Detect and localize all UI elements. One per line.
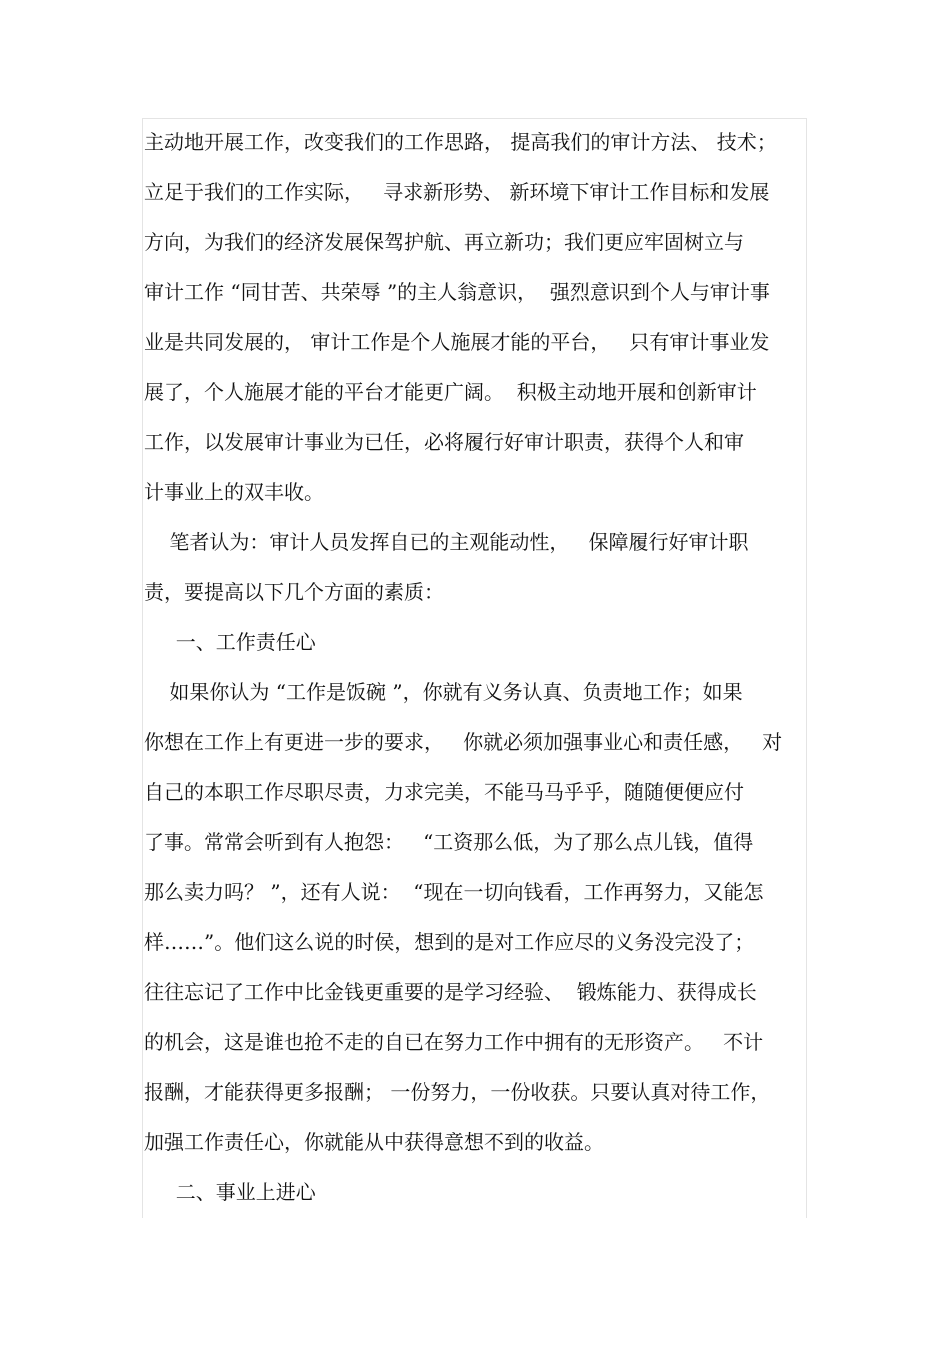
paragraph-line: 展了，个人施展才能的平台才能更广阔。 积极主动地开展和创新审计: [144, 380, 757, 404]
paragraph-line: 计事业上的双丰收。: [144, 480, 324, 504]
paragraph-line: 主动地开展工作，改变我们的工作思路， 提高我们的审计方法、 技术；: [144, 130, 777, 154]
paragraph-line: 你想在工作上有更进一步的要求， 你就必须加强事业心和责任感， 对: [144, 730, 783, 754]
paragraph-line: 业是共同发展的， 审计工作是个人施展才能的平台， 只有审计事业发: [144, 330, 770, 354]
paragraph-line: 的机会，这是谁也抢不走的自已在努力工作中拥有的无形资产。 不计: [144, 1030, 764, 1054]
paragraph-line: 立足于我们的工作实际， 寻求新形势、 新环境下审计工作目标和发展: [144, 180, 770, 204]
paragraph-line: 报酬，才能获得更多报酬； 一份努力，一份收获。只要认真对待工作，: [144, 1080, 771, 1104]
paragraph-line: 往往忘记了工作中比金钱更重要的是学习经验、 锻炼能力、获得成长: [144, 980, 757, 1004]
paragraph-line: 自己的本职工作尽职尽责，力求完美，不能马马乎乎，随随便便应付: [144, 780, 744, 804]
paragraph-line: 方向，为我们的经济发展保驾护航、再立新功；我们更应牢固树立与: [144, 230, 744, 254]
paragraph-line: 了事。常常会听到有人抱怨： “工资那么低，为了那么点儿钱，值得: [144, 830, 754, 854]
paragraph-line: 那么卖力吗？ ”，还有人说： “现在一切向钱看，工作再努力，又能怎: [144, 880, 764, 904]
paragraph-line: 如果你认为 “工作是饭碗 ”，你就有义务认真、负责地工作；如果: [144, 680, 743, 704]
paragraph-line: 工作，以发展审计事业为已任，必将履行好审计职责，获得个人和审: [144, 430, 744, 454]
paragraph-line: 责，要提高以下几个方面的素质：: [144, 580, 444, 604]
paragraph-line: 样……”。他们这么说的时侯，想到的是对工作应尽的义务没完没了；: [144, 930, 755, 954]
paragraph-line: 审计工作 “同甘苦、共荣辱 ”的主人翁意识， 强烈意识到个人与审计事: [144, 280, 770, 304]
paragraph-line: 笔者认为：审计人员发挥自已的主观能动性， 保障履行好审计职: [144, 530, 749, 554]
section-heading: 一、工作责任心: [144, 630, 316, 654]
section-heading: 二、事业上进心: [144, 1180, 316, 1204]
paragraph-line: 加强工作责任心，你就能从中获得意想不到的收益。: [144, 1130, 604, 1154]
